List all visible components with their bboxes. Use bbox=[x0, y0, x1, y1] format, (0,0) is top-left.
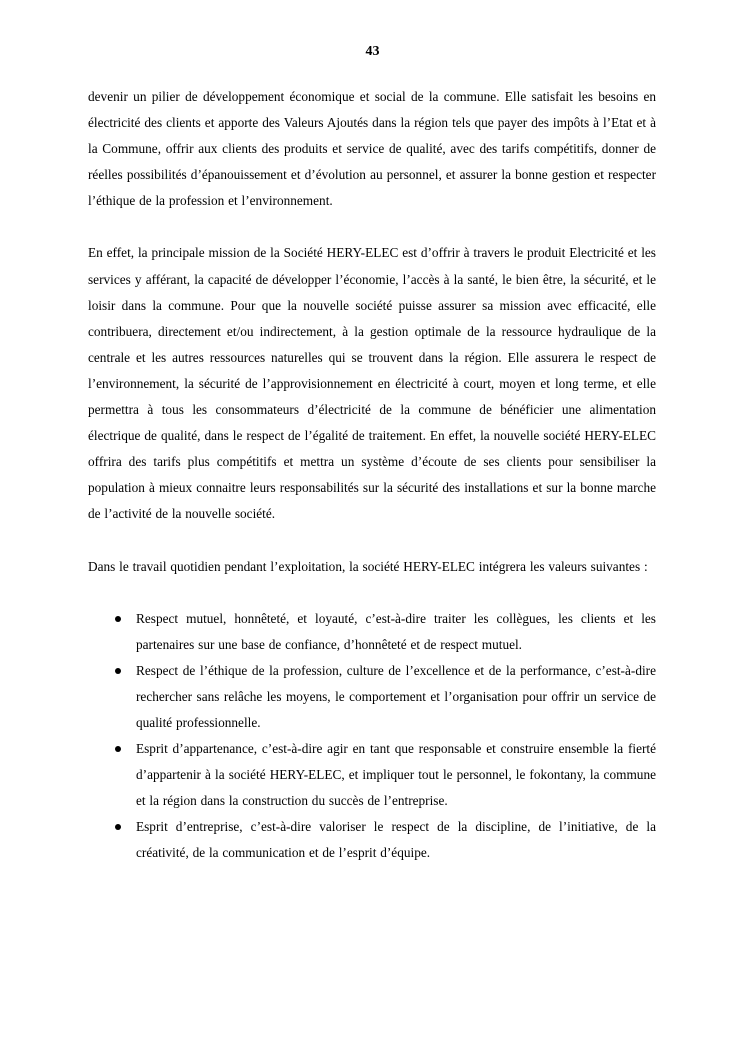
bullet-icon bbox=[115, 746, 121, 752]
list-item bbox=[88, 814, 656, 866]
list-item-text: Esprit d’appartenance, c’est-à-dire agir en tant que responsable et construire ensemble la fierté d’appartenir à la société HERY-ELEC, et impliquer tout le personnel, le fokontany, la commune et la région dans la construction du succès de l’entreprise. bbox=[136, 741, 656, 809]
list-item-text: Respect mutuel, honnêteté, et loyauté, c’est-à-dire traiter les collègues, les clients et les partenaires sur une base de confiance, d’honnêteté et de respect mutuel. bbox=[136, 610, 656, 652]
paragraph-mission: En effet, la principale mission de la Société HERY-ELEC est d’offrir à travers le produit Electricité et les services y afférant, la capacité de développer l’économie, l’accès à la santé, le bien être, la sécurité, et le loisir dans la commune. Pour que la nouvelle société puisse assurer sa mission avec efficacité, elle contribuera, directement et/ou indirectement, à la gestion optimale de la ressource hydraulique de la centrale et les autres ressources naturelles qui se trouvent dans la région. Elle assurera le respect de l’environnement, la sécurité de l’approvisionnement en électricité à court, moyen et long terme, et elle permettra à tous les consommateurs d’électricité de la commune de bénéficier une alimentation électrique de qualité, dans le respect de l’égalité de traitement. En effet, la nouvelle société HERY-ELEC offrira des tarifs plus compétitifs et mettra un système d’écoute de ses clients pour sensibiliser la population à mieux connaitre leurs responsabilités sur la sécurité des installations et sur la bonne marche de l’activité de la nouvelle société. bbox=[88, 245, 656, 522]
paragraph-values-intro: Dans le travail quotidien pendant l’exploitation, la société HERY-ELEC intégrera les valeurs suivantes : bbox=[88, 558, 648, 574]
list-item-text: Respect de l’éthique de la profession, culture de l’excellence et de la performance, c’est-à-dire rechercher sans relâche les moyens, le comportement et l’organisation pour offrir un service de qualité professionnelle. bbox=[136, 662, 656, 730]
page-content bbox=[88, 84, 656, 867]
page-number: 43 bbox=[365, 44, 380, 59]
bullet-icon bbox=[115, 668, 121, 674]
list-item bbox=[88, 658, 656, 736]
list-item-text: Esprit d’entreprise, c’est-à-dire valoriser le respect de la discipline, de l’initiative, de la créativité, de la communication et de l’esprit d’équipe. bbox=[136, 819, 656, 861]
values-list bbox=[88, 606, 656, 867]
bullet-icon bbox=[115, 824, 121, 830]
bullet-icon bbox=[115, 616, 121, 622]
list-item bbox=[88, 736, 656, 814]
paragraph-intro: devenir un pilier de développement économique et social de la commune. Elle satisfait les besoins en électricité des clients et apporte des Valeurs Ajoutés dans la région tels que payer des impôts à l’Etat et à la Commune, offrir aux clients des produits et service de qualité, avec des tarifs compétitifs, donner de réelles possibilités d’épanouissement et d’évolution au personnel, et assurer la bonne gestion et respecter l’éthique de la profession et l’environnement. bbox=[88, 89, 656, 209]
list-item bbox=[88, 606, 656, 658]
